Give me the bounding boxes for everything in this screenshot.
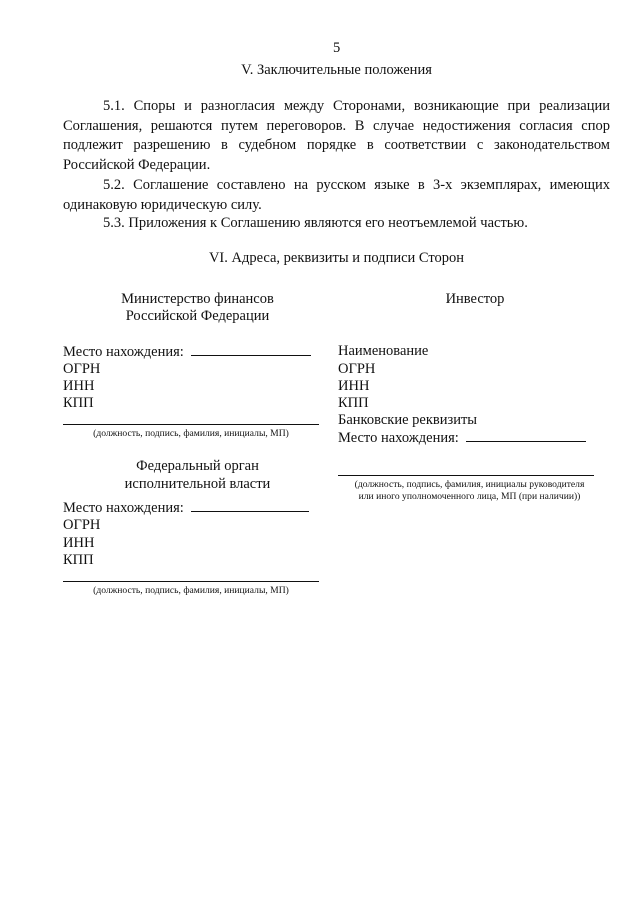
investor-location-row <box>338 429 586 447</box>
investor-location-field[interactable] <box>466 429 586 442</box>
federal-body-location-field[interactable] <box>191 499 309 512</box>
federal-body-kpp-label: КПП <box>63 552 94 568</box>
section-5-heading: V. Заключительные положения <box>241 62 432 78</box>
ministry-location-field[interactable] <box>191 343 311 356</box>
ministry-ogrn-label: ОГРН <box>63 361 101 377</box>
page-number: 5 <box>333 40 341 56</box>
paragraph-5-3: 5.3. Приложения к Соглашению являются его неотъемлемой частью. <box>103 215 528 231</box>
investor-name-label: Наименование <box>338 343 429 359</box>
federal-body-inn-label: ИНН <box>63 535 95 551</box>
paragraph-5-2: 5.2. Соглашение составлено на русском языке в 3-х экземплярах, имеющих одинаковую юридическую силу. <box>63 177 610 213</box>
federal-body-signature-line[interactable] <box>63 581 319 582</box>
ministry-title-line2: Российской Федерации <box>125 308 270 324</box>
investor-location-label: Место нахождения: <box>338 430 459 446</box>
federal-body-ogrn-label: ОГРН <box>63 517 101 533</box>
investor-signature-line[interactable] <box>338 475 594 476</box>
ministry-signature-line[interactable] <box>63 424 319 425</box>
investor-signature-caption-line2: или иного уполномоченного лица, МП (при наличии)) <box>358 491 581 502</box>
ministry-location-label: Место нахождения: <box>63 344 184 360</box>
ministry-title-line1: Министерство финансов <box>121 291 274 307</box>
investor-inn-label: ИНН <box>338 378 370 394</box>
federal-body-signature-caption: (должность, подпись, фамилия, инициалы, МП) <box>93 585 289 596</box>
ministry-kpp-label: КПП <box>63 395 94 411</box>
paragraph-5-1: 5.1. Споры и разногласия между Сторонами, возникающие при реализации Соглашения, решаются путем переговоров. В случае недостижения согласия спор подлежит разрешению в судебном порядке в соответствии с законодательством Российской Федерации. <box>63 98 610 173</box>
federal-body-title-line2: исполнительной власти <box>124 476 271 492</box>
section-6-heading: VI. Адреса, реквизиты и подписи Сторон <box>208 250 465 266</box>
investor-ogrn-label: ОГРН <box>338 361 376 377</box>
investor-kpp-label: КПП <box>338 395 369 411</box>
federal-body-title-line1: Федеральный орган <box>136 458 259 474</box>
ministry-signature-caption: (должность, подпись, фамилия, инициалы, МП) <box>93 428 289 439</box>
investor-signature-caption-line1: (должность, подпись, фамилия, инициалы руководителя <box>354 479 585 490</box>
ministry-location-row <box>63 343 311 361</box>
federal-body-location-label: Место нахождения: <box>63 500 184 516</box>
investor-bank-label: Банковские реквизиты <box>338 412 478 428</box>
ministry-inn-label: ИНН <box>63 378 95 394</box>
federal-body-location-row <box>63 499 309 517</box>
investor-title: Инвестор <box>445 291 505 307</box>
